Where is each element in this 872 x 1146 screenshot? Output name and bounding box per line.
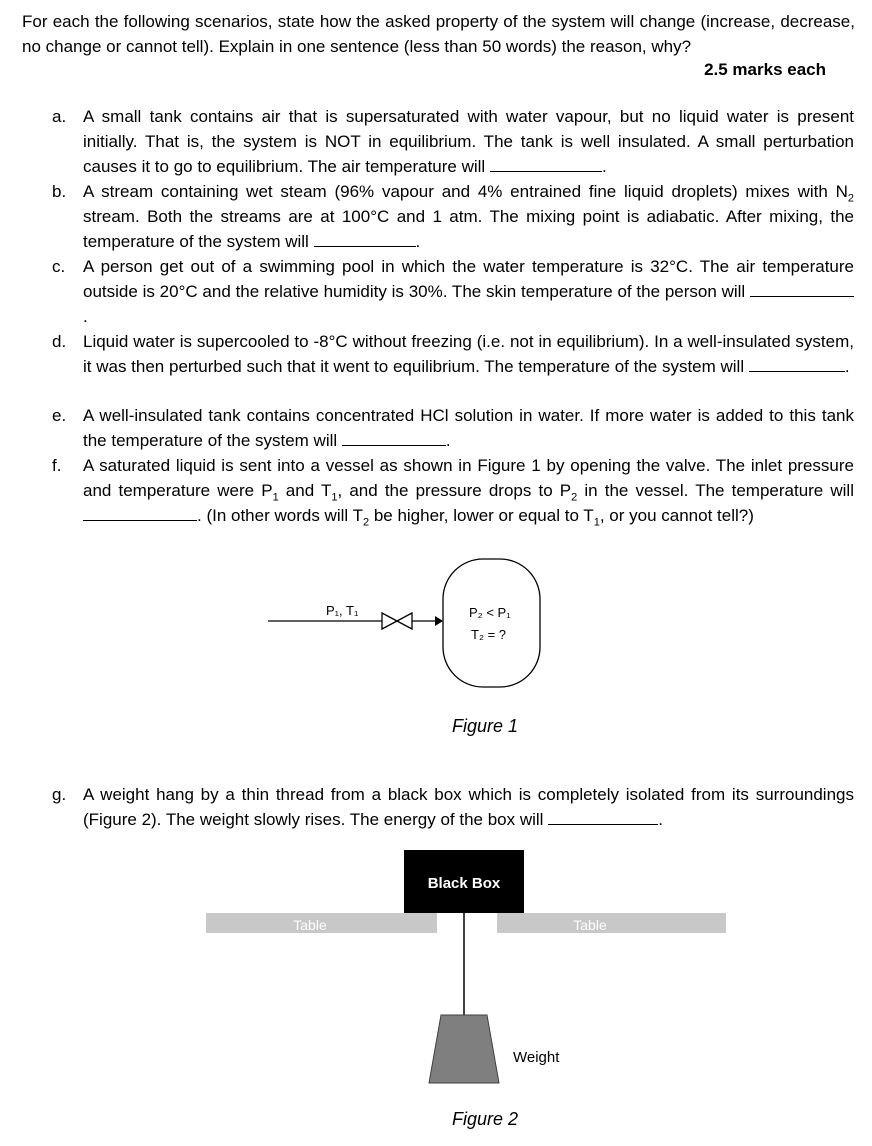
period: .: [83, 307, 88, 326]
subscript: 1: [272, 491, 279, 504]
question-letter: e.: [52, 406, 67, 425]
question-text: A weight hang by a thin thread from a black box which is completely isolated from its surroundings (Figure 2). The weight slowly rises. The energy of the box will: [83, 785, 854, 829]
answer-blank[interactable]: [83, 503, 197, 521]
question-letter: b.: [52, 182, 67, 201]
question-body: [83, 254, 854, 329]
answer-blank[interactable]: [750, 279, 854, 297]
figure-2-diagram: [0, 840, 872, 1090]
arrow-head-icon: [435, 616, 443, 626]
marks-label: 2.5 marks each: [704, 60, 826, 79]
vessel: [443, 559, 540, 687]
table-left-label: Table: [293, 917, 327, 933]
vessel-temperature-label: T₂ = ?: [471, 627, 507, 642]
period: .: [601, 157, 607, 176]
question-body: [83, 179, 854, 254]
figure-1-diagram: [260, 545, 560, 695]
question-text: stream. Both the streams are at 100°C and 1 atm. The mixing point is adiabatic. After mixing, the temperature of the system will: [83, 207, 854, 251]
question-letter: a.: [52, 107, 67, 126]
question-body: [83, 453, 854, 528]
period: .: [415, 232, 421, 251]
question-text: A well-insulated tank contains concentrated HCl solution in water. If more water is added to this tank the temperature of the system will: [83, 406, 854, 450]
answer-blank[interactable]: [314, 229, 416, 247]
question-letter: f.: [52, 456, 62, 475]
subscript: 1: [593, 516, 600, 529]
instructions: For each the following scenarios, state how the asked property of the system will change (increase, decrease, no change or cannot tell). Explain in one sentence (less than 50 words) the reason, why?: [22, 12, 855, 56]
question-text: . (In other words will T: [197, 506, 363, 525]
black-box-label: Black Box: [427, 875, 501, 892]
question-text: A stream containing wet steam (96% vapour and 4% entrained fine liquid droplets) mixes with N: [83, 182, 848, 201]
period: .: [844, 357, 850, 376]
table-right: [497, 913, 726, 933]
answer-blank[interactable]: [342, 428, 446, 446]
question-text: and T: [278, 481, 332, 500]
weight-label: Weight: [513, 1049, 560, 1066]
subscript: 1: [331, 491, 338, 504]
question-text: Liquid water is supercooled to -8°C without freezing (i.e. not in equilibrium). In a well-insulated system, it was then perturbed such that it went to equilibrium. The temperature of the system will: [83, 332, 854, 376]
period: .: [658, 810, 663, 829]
question-text: in the vessel. The temperature will: [577, 481, 854, 500]
question-body: [83, 782, 854, 832]
inlet-label: P₁, T₁: [326, 603, 359, 618]
question-text: A person get out of a swimming pool in which the water temperature is 32°C. The air temperature outside is 20°C and the relative humidity is 30%. The skin temperature of the person will: [83, 257, 854, 301]
valve-icon: [382, 613, 412, 629]
subscript: 2: [571, 491, 578, 504]
subscript: 2: [362, 516, 370, 529]
question-text: be higher, lower or equal to T: [369, 506, 594, 525]
question-letter: c.: [52, 257, 66, 276]
question-text: , or you cannot tell?): [599, 506, 754, 525]
figure-2-caption: Figure 2: [452, 1109, 519, 1129]
answer-blank[interactable]: [490, 154, 602, 172]
answer-blank[interactable]: [749, 354, 845, 372]
question-letter: d.: [52, 332, 67, 351]
question-letter: g.: [52, 785, 67, 804]
question-text: A small tank contains air that is supersaturated with water vapour, but no liquid water is present initially. That is, the system is NOT in equilibrium. The tank is well insulated. A small perturbation causes it to go to equilibrium. The air temperature will: [83, 107, 854, 176]
weight: [429, 1015, 499, 1083]
period: .: [445, 431, 451, 450]
vessel-pressure-label: P₂ < P₁: [469, 605, 511, 620]
answer-blank[interactable]: [548, 807, 658, 825]
question-body: [83, 403, 854, 453]
question-body: [83, 329, 854, 379]
table-right-label: Table: [573, 917, 607, 933]
subscript: 2: [847, 192, 854, 205]
question-body: [83, 104, 854, 179]
question-text: A saturated liquid is sent into a vessel as shown in Figure 1 by opening the valve. The inlet pressure and temperature were P: [83, 456, 854, 500]
question-text: , and the pressure drops to P: [337, 481, 572, 500]
figure-1-caption: Figure 1: [452, 716, 519, 736]
